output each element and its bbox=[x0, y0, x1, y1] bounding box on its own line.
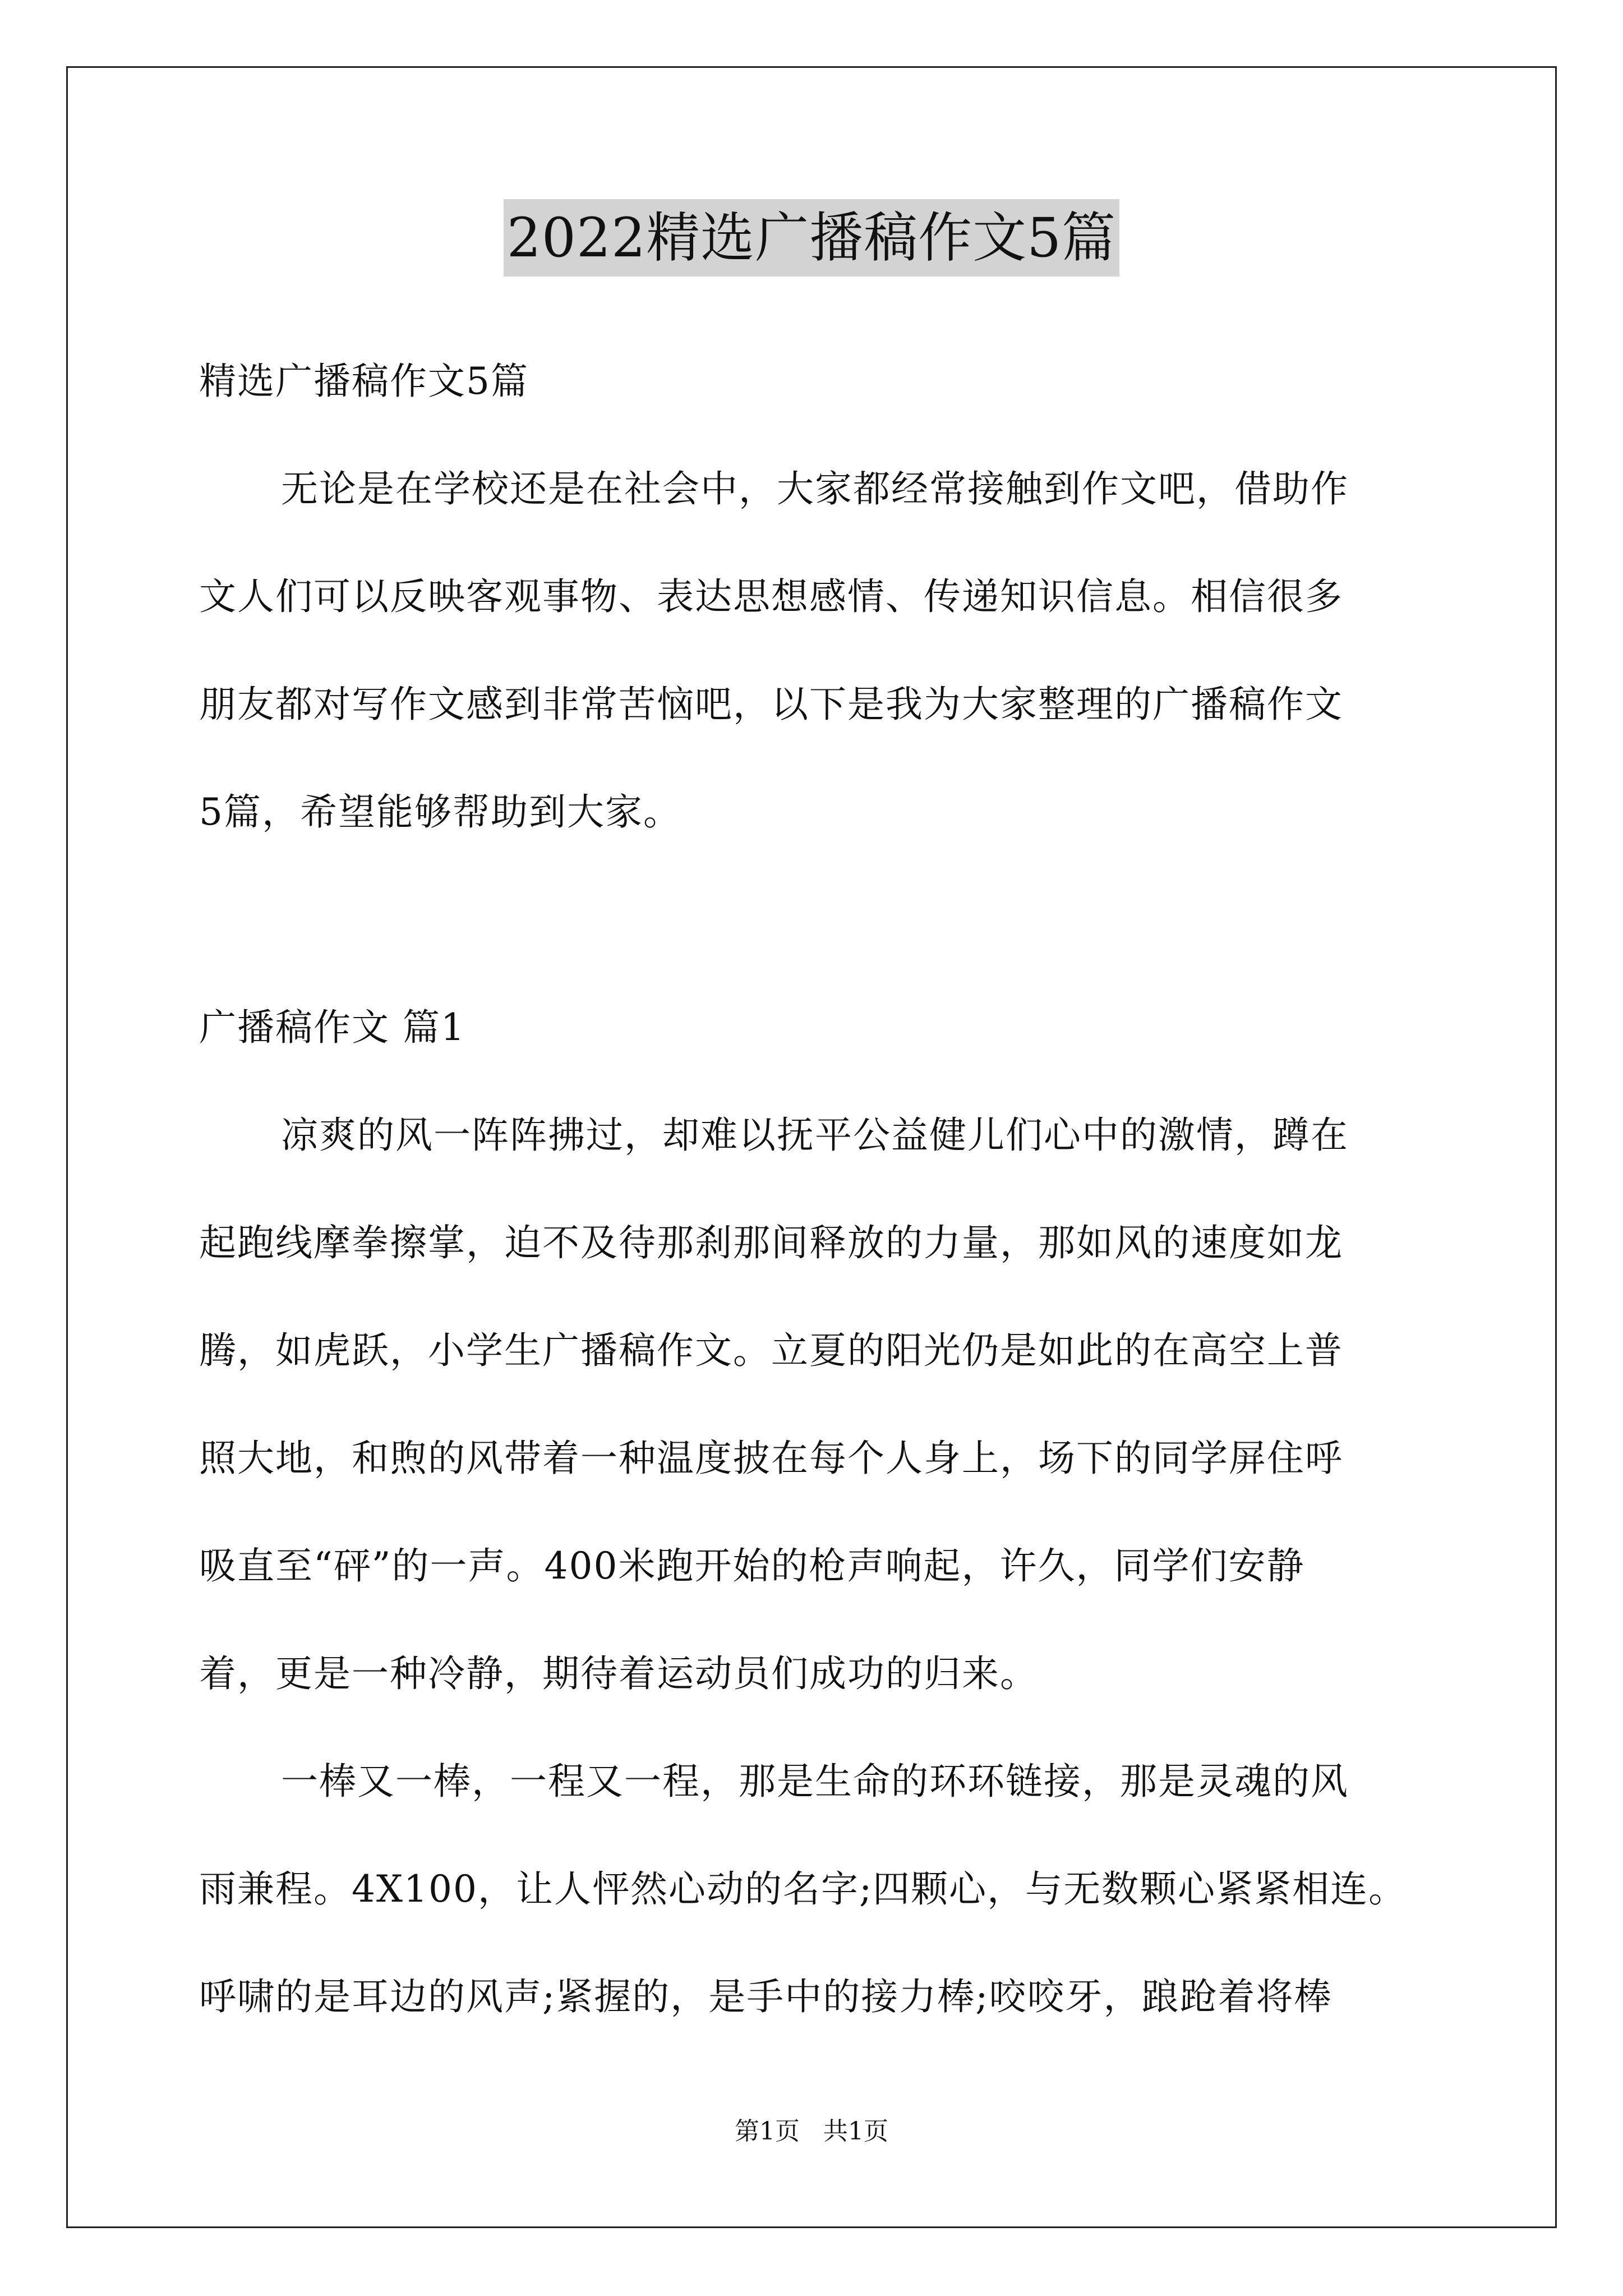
text-line: 雨兼程。4X100，让人怦然心动的名字;四颗心，与无数颗心紧紧相连。 bbox=[199, 1867, 1407, 1911]
text-line: 文人们可以反映客观事物、表达思想感情、传递知识信息。相信很多 bbox=[199, 575, 1343, 618]
text-line: 5篇，希望能够帮助到大家。 bbox=[199, 790, 681, 834]
text-line: 起跑线摩拳擦掌，迫不及待那刹那间释放的力量，那如风的速度如龙 bbox=[199, 1221, 1343, 1264]
text-line: 无论是在学校还是在社会中，大家都经常接触到作文吧，借助作 bbox=[281, 467, 1349, 510]
page-footer bbox=[0, 2115, 1623, 2148]
text-line: 朋友都对写作文感到非常苦恼吧，以下是我为大家整理的广播稿作文 bbox=[199, 683, 1343, 726]
paragraph-spacer bbox=[199, 875, 1433, 983]
page-number-total: 共1页 bbox=[823, 2117, 888, 2146]
text-line: 广播稿作文 篇1 bbox=[199, 1006, 465, 1049]
text-line: 照大地，和煦的风带着一种温度披在每个人身上，场下的同学屏住呼 bbox=[199, 1437, 1343, 1480]
text-line: 腾，如虎跃，小学生广播稿作文。立夏的阳光仍是如此的在高空上普 bbox=[199, 1329, 1343, 1372]
text-line: 凉爽的风一阵阵拂过，却难以抚平公益健儿们心中的激情，蹲在 bbox=[281, 1114, 1349, 1157]
text-line: 精选广播稿作文5篇 bbox=[199, 360, 529, 403]
text-line: 吸直至“砰”的一声。400米跑开始的枪声响起，许久，同学们安静 bbox=[199, 1544, 1305, 1588]
page-number-current: 第1页 bbox=[735, 2117, 800, 2146]
text-line: 着，更是一种冷静，期待着运动员们成功的归来。 bbox=[199, 1652, 1038, 1695]
document-title: 2022精选广播稿作文5篇 bbox=[504, 199, 1119, 277]
document-body bbox=[199, 337, 1433, 2060]
title-container bbox=[0, 199, 1623, 277]
text-line: 呼啸的是耳边的风声;紧握的，是手中的接力棒;咬咬牙，踉跄着将棒 bbox=[199, 1975, 1332, 2018]
text-line: 一棒又一棒，一程又一程，那是生命的环环链接，那是灵魂的风 bbox=[281, 1760, 1349, 1803]
